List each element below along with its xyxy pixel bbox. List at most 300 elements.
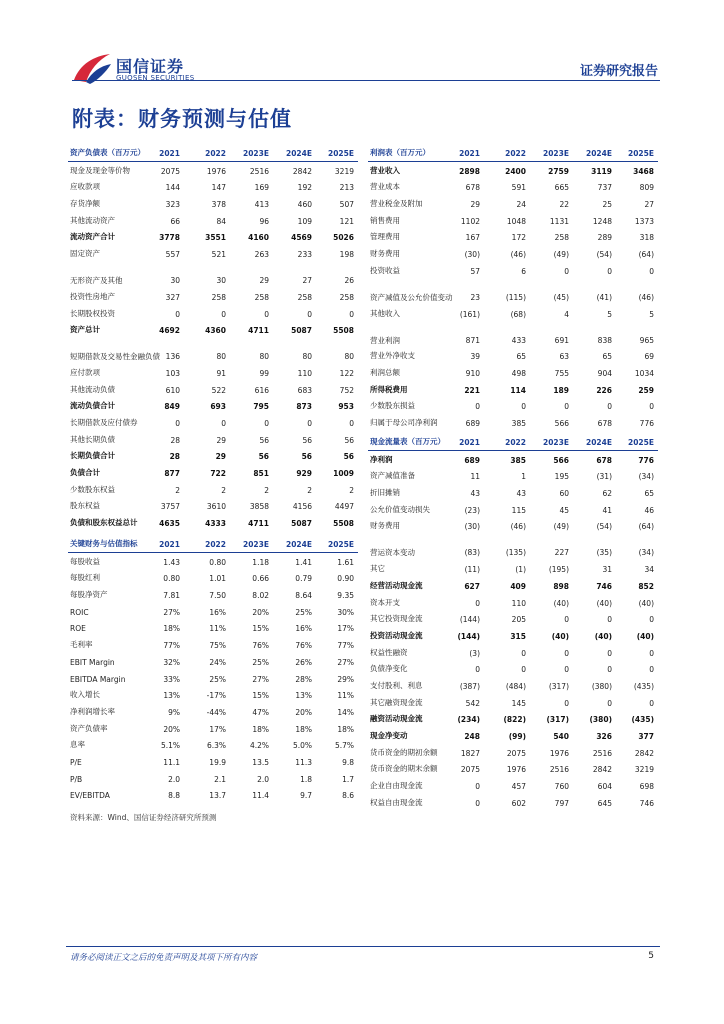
table-row bbox=[68, 737, 358, 754]
row-value: 0 bbox=[607, 266, 612, 276]
row-value: 6 bbox=[521, 266, 526, 276]
row-label: 应付款项 bbox=[70, 367, 100, 377]
row-label: 股东权益 bbox=[70, 501, 100, 511]
row-value: 75% bbox=[209, 641, 226, 651]
row-value: 66 bbox=[170, 216, 180, 226]
row-value: 2842 bbox=[292, 166, 312, 176]
row-label: 投资收益 bbox=[370, 265, 400, 275]
row-value: 5.7% bbox=[334, 741, 354, 751]
row-value: 1131 bbox=[549, 216, 569, 226]
row-value: (822) bbox=[503, 715, 526, 725]
row-value: 5026 bbox=[333, 233, 354, 243]
row-label: 折旧摊销 bbox=[370, 488, 400, 498]
row-label: 营业收入 bbox=[370, 165, 400, 175]
row-value: 99 bbox=[259, 368, 269, 378]
row-value: 797 bbox=[554, 798, 569, 808]
row-value: 0 bbox=[349, 418, 354, 428]
table-row bbox=[68, 212, 358, 229]
row-value: (144) bbox=[457, 631, 480, 641]
row-value: (3) bbox=[469, 648, 480, 658]
row-value: 45 bbox=[559, 505, 569, 515]
row-value: (68) bbox=[510, 309, 526, 319]
row-value: 5.0% bbox=[292, 741, 312, 751]
row-value: 57 bbox=[470, 266, 480, 276]
row-value: 377 bbox=[638, 732, 654, 741]
row-value: 258 bbox=[554, 233, 569, 243]
row-value: 3219 bbox=[334, 166, 354, 176]
row-value: 0 bbox=[264, 309, 269, 319]
row-label: 资产减值及公允价值变动 bbox=[370, 292, 453, 302]
table-header bbox=[368, 145, 658, 162]
key-ratios-table bbox=[68, 536, 358, 803]
row-value: 115 bbox=[511, 505, 526, 515]
row-value: 144 bbox=[165, 183, 180, 193]
row-value: 904 bbox=[597, 368, 612, 378]
table-row bbox=[368, 305, 658, 322]
row-value: 80 bbox=[344, 352, 354, 362]
row-value: 29% bbox=[337, 674, 354, 684]
row-value: 0 bbox=[564, 665, 569, 675]
row-value: 4 bbox=[564, 309, 569, 319]
year-header: 2025E bbox=[328, 149, 354, 158]
row-label: 其它投资现金流 bbox=[370, 614, 423, 624]
table-row bbox=[68, 586, 358, 603]
row-value: 11% bbox=[209, 624, 226, 634]
row-value: 46 bbox=[644, 505, 654, 515]
row-value: 4569 bbox=[291, 233, 312, 243]
row-value: 63 bbox=[559, 352, 569, 362]
row-value: 15% bbox=[252, 691, 269, 701]
table-row bbox=[368, 279, 658, 305]
row-value: 25% bbox=[295, 607, 312, 617]
row-value: 1.43 bbox=[163, 557, 180, 567]
row-value: 851 bbox=[253, 469, 269, 478]
row-value: 4711 bbox=[248, 326, 269, 336]
row-value: (484) bbox=[505, 681, 526, 691]
row-value: 28% bbox=[295, 674, 312, 684]
row-label: 融资活动现金流 bbox=[370, 714, 423, 724]
row-value: 17% bbox=[209, 724, 226, 734]
row-label: 毛利率 bbox=[70, 640, 93, 650]
row-value: (1) bbox=[515, 565, 526, 575]
row-label: 固定资产 bbox=[70, 249, 100, 259]
row-value: 145 bbox=[511, 698, 526, 708]
row-value: 27% bbox=[337, 657, 354, 667]
row-value: 9.35 bbox=[337, 591, 354, 601]
row-value: 30 bbox=[216, 276, 226, 286]
row-value: 852 bbox=[638, 581, 654, 591]
row-label: 营业税金及附加 bbox=[370, 199, 423, 209]
year-header: 2024E bbox=[286, 149, 312, 158]
row-value: 1102 bbox=[460, 216, 480, 226]
table-row bbox=[368, 195, 658, 212]
row-value: 318 bbox=[639, 233, 654, 243]
row-value: 378 bbox=[211, 200, 226, 210]
year-header: 2024E bbox=[586, 438, 612, 447]
row-label: 经营活动现金流 bbox=[370, 580, 423, 590]
row-value: 4156 bbox=[292, 502, 312, 512]
row-value: 5508 bbox=[333, 519, 354, 529]
row-value: 5087 bbox=[291, 519, 312, 529]
row-label: 权益性融资 bbox=[370, 647, 408, 657]
row-value: 0 bbox=[264, 418, 269, 428]
row-value: 1.7 bbox=[342, 774, 354, 784]
table-row bbox=[368, 484, 658, 501]
row-value: (34) bbox=[638, 472, 654, 482]
row-value: 795 bbox=[253, 402, 269, 412]
row-value: 683 bbox=[297, 385, 312, 395]
table-row bbox=[68, 770, 358, 787]
row-value: 76% bbox=[252, 641, 269, 651]
table-row bbox=[368, 744, 658, 761]
table-title: 资产负债表（百万元） bbox=[70, 148, 145, 157]
row-value: (64) bbox=[638, 522, 654, 532]
row-value: 689 bbox=[464, 455, 480, 465]
row-label: 存货净额 bbox=[70, 199, 100, 209]
row-value: (435) bbox=[633, 681, 654, 691]
row-value: 0 bbox=[307, 418, 312, 428]
row-value: 62 bbox=[602, 489, 612, 499]
row-value: 15% bbox=[252, 624, 269, 634]
row-value: 0 bbox=[475, 598, 480, 608]
row-value: 14% bbox=[337, 707, 354, 717]
row-value: 56 bbox=[259, 435, 269, 445]
row-value: 24 bbox=[516, 200, 526, 210]
year-header: 2022 bbox=[505, 438, 526, 447]
row-value: 0 bbox=[649, 615, 654, 625]
row-label: 营业外净收支 bbox=[370, 351, 415, 361]
row-value: 56 bbox=[301, 452, 312, 462]
row-value: (49) bbox=[553, 250, 569, 260]
row-value: (317) bbox=[546, 715, 569, 725]
row-value: 929 bbox=[296, 469, 312, 478]
row-label: EBIT Margin bbox=[70, 657, 115, 667]
row-value: 1.01 bbox=[209, 574, 226, 584]
row-label: P/E bbox=[70, 757, 82, 767]
year-header: 2025E bbox=[328, 540, 354, 549]
row-value: (40) bbox=[594, 631, 612, 641]
row-label: 投资活动现金流 bbox=[370, 630, 423, 640]
row-value: 2898 bbox=[459, 166, 480, 176]
row-value: 746 bbox=[596, 581, 612, 591]
table-row bbox=[68, 448, 358, 465]
row-label: 货币资金的期初余额 bbox=[370, 747, 438, 757]
table-row bbox=[68, 653, 358, 670]
row-value: 41 bbox=[602, 505, 612, 515]
row-value: 25% bbox=[209, 674, 226, 684]
row-value: 8.8 bbox=[168, 791, 180, 801]
row-value: 315 bbox=[510, 631, 526, 641]
row-value: (46) bbox=[510, 522, 526, 532]
row-value: (30) bbox=[464, 250, 480, 260]
row-value: 13.5 bbox=[252, 757, 269, 767]
row-value: 7.50 bbox=[209, 591, 226, 601]
row-value: 16% bbox=[295, 624, 312, 634]
row-value: 0 bbox=[607, 402, 612, 412]
row-value: 2516 bbox=[592, 748, 612, 758]
row-label: 企业自由现金流 bbox=[370, 781, 423, 791]
table-row bbox=[368, 694, 658, 711]
table-row bbox=[368, 414, 658, 431]
row-value: (317) bbox=[548, 681, 569, 691]
row-value: 4497 bbox=[334, 502, 354, 512]
table-row bbox=[68, 464, 358, 481]
row-value: 29 bbox=[216, 435, 226, 445]
row-value: 221 bbox=[464, 385, 480, 395]
row-value: 566 bbox=[554, 418, 569, 428]
row-value: 0 bbox=[564, 615, 569, 625]
row-value: 13% bbox=[163, 691, 180, 701]
row-value: 258 bbox=[339, 292, 354, 302]
row-value: 259 bbox=[638, 385, 654, 395]
row-value: (46) bbox=[510, 250, 526, 260]
row-value: (161) bbox=[459, 309, 480, 319]
row-value: 23 bbox=[470, 292, 480, 302]
row-value: (144) bbox=[459, 615, 480, 625]
table-row bbox=[368, 577, 658, 594]
table-row bbox=[68, 687, 358, 704]
row-value: 1.8 bbox=[300, 774, 312, 784]
row-value: (41) bbox=[596, 292, 612, 302]
row-value: 2 bbox=[175, 485, 180, 495]
table-row bbox=[368, 627, 658, 644]
row-value: 233 bbox=[297, 250, 312, 260]
row-label: 其他长期负债 bbox=[70, 434, 115, 444]
row-value: 60 bbox=[559, 489, 569, 499]
table-title: 关键财务与估值指标 bbox=[70, 539, 138, 548]
row-value: 147 bbox=[211, 183, 226, 193]
row-label: 支付股利、利息 bbox=[370, 680, 423, 690]
row-value: 16% bbox=[209, 607, 226, 617]
row-label: 现金及现金等价物 bbox=[70, 165, 130, 175]
row-value: 433 bbox=[511, 335, 526, 345]
row-value: 838 bbox=[597, 335, 612, 345]
row-label: 负债和股东权益总计 bbox=[70, 518, 138, 528]
table-row bbox=[368, 262, 658, 279]
row-value: 689 bbox=[465, 418, 480, 428]
row-value: 2075 bbox=[160, 166, 180, 176]
row-value: 910 bbox=[465, 368, 480, 378]
row-value: (380) bbox=[591, 681, 612, 691]
row-value: 591 bbox=[511, 183, 526, 193]
row-value: 5 bbox=[607, 309, 612, 319]
row-label: P/B bbox=[70, 774, 83, 784]
row-value: 5 bbox=[649, 309, 654, 319]
row-value: 172 bbox=[511, 233, 526, 243]
row-value: 28 bbox=[170, 435, 180, 445]
table-header bbox=[68, 145, 358, 162]
row-value: 8.02 bbox=[252, 591, 269, 601]
year-header: 2022 bbox=[505, 149, 526, 158]
row-value: 665 bbox=[554, 183, 569, 193]
row-value: 226 bbox=[596, 385, 612, 395]
row-value: 7.81 bbox=[163, 591, 180, 601]
table-title: 现金流量表（百万元） bbox=[370, 437, 445, 446]
row-value: 103 bbox=[165, 368, 180, 378]
row-value: 755 bbox=[554, 368, 569, 378]
row-value: 9.8 bbox=[342, 757, 354, 767]
row-value: 289 bbox=[597, 233, 612, 243]
row-label: 长期借款及应付债券 bbox=[70, 417, 138, 427]
row-value: 29 bbox=[470, 200, 480, 210]
row-label: 财务费用 bbox=[370, 521, 400, 531]
row-value: 18% bbox=[295, 724, 312, 734]
row-label: 净利润 bbox=[370, 454, 393, 464]
row-value: 32% bbox=[163, 657, 180, 667]
year-header: 2025E bbox=[628, 438, 654, 447]
row-label: 资产减值准备 bbox=[370, 471, 415, 481]
row-value: (435) bbox=[631, 715, 654, 725]
row-value: 0 bbox=[521, 665, 526, 675]
year-header: 2024E bbox=[586, 149, 612, 158]
row-value: 29 bbox=[259, 276, 269, 286]
row-value: 1.41 bbox=[295, 557, 312, 567]
row-label: 流动资产合计 bbox=[70, 232, 115, 242]
row-value: 323 bbox=[165, 200, 180, 210]
row-value: 385 bbox=[510, 455, 526, 465]
table-row bbox=[368, 794, 658, 811]
row-label: EBITDA Margin bbox=[70, 674, 126, 684]
table-row bbox=[368, 727, 658, 744]
row-value: 627 bbox=[464, 581, 480, 591]
row-value: 678 bbox=[596, 455, 612, 465]
row-value: 192 bbox=[297, 183, 312, 193]
row-value: 3551 bbox=[205, 233, 226, 243]
row-value: 1976 bbox=[206, 166, 226, 176]
row-value: 25% bbox=[252, 657, 269, 667]
table-row bbox=[368, 451, 658, 468]
row-value: 213 bbox=[339, 183, 354, 193]
row-value: 19.9 bbox=[209, 757, 226, 767]
row-value: 4711 bbox=[248, 519, 269, 529]
row-value: 31 bbox=[602, 565, 612, 575]
row-value: 263 bbox=[254, 250, 269, 260]
row-value: 27 bbox=[644, 200, 654, 210]
row-value: 4692 bbox=[159, 326, 180, 336]
row-value: 56 bbox=[302, 435, 312, 445]
row-value: -17% bbox=[206, 691, 226, 701]
row-value: 198 bbox=[339, 250, 354, 260]
table-row bbox=[68, 414, 358, 431]
row-value: 80 bbox=[259, 352, 269, 362]
row-value: 9% bbox=[168, 707, 180, 717]
row-value: 752 bbox=[339, 385, 354, 395]
row-value: 0 bbox=[475, 402, 480, 412]
table-row bbox=[368, 322, 658, 348]
row-label: 息率 bbox=[70, 740, 85, 750]
row-value: 20% bbox=[252, 607, 269, 617]
table-row bbox=[68, 720, 358, 737]
row-value: 0 bbox=[649, 665, 654, 675]
row-value: 5508 bbox=[333, 326, 354, 336]
row-value: 26% bbox=[295, 657, 312, 667]
row-value: (40) bbox=[553, 598, 569, 608]
row-label: 短期借款及交易性金融负债 bbox=[70, 352, 160, 362]
row-label: 营业成本 bbox=[370, 182, 400, 192]
row-value: (45) bbox=[553, 292, 569, 302]
row-value: 65 bbox=[516, 352, 526, 362]
row-value: 4360 bbox=[205, 326, 226, 336]
row-value: 136 bbox=[165, 352, 180, 362]
row-value: 678 bbox=[465, 183, 480, 193]
row-value: 0.79 bbox=[295, 574, 312, 584]
row-value: 5087 bbox=[291, 326, 312, 336]
row-value: 258 bbox=[254, 292, 269, 302]
table-row bbox=[68, 787, 358, 804]
row-label: 少数股东损益 bbox=[370, 401, 415, 411]
year-header: 2021 bbox=[459, 438, 480, 447]
row-value: 849 bbox=[164, 402, 180, 412]
row-value: 602 bbox=[511, 798, 526, 808]
row-value: 2.0 bbox=[168, 774, 180, 784]
row-label: 投资性房地产 bbox=[70, 291, 115, 301]
row-value: 27% bbox=[252, 674, 269, 684]
row-value: 409 bbox=[510, 581, 526, 591]
year-header: 2024E bbox=[286, 540, 312, 549]
row-value: 11.3 bbox=[295, 757, 312, 767]
row-value: 0 bbox=[221, 418, 226, 428]
row-label: 营运资本变动 bbox=[370, 548, 415, 558]
row-value: 760 bbox=[554, 782, 569, 792]
row-value: 1827 bbox=[460, 748, 480, 758]
table-row bbox=[368, 677, 658, 694]
row-value: (54) bbox=[596, 250, 612, 260]
balance-sheet-table bbox=[68, 145, 358, 531]
table-row bbox=[68, 288, 358, 305]
row-value: 110 bbox=[297, 368, 312, 378]
row-value: (195) bbox=[548, 565, 569, 575]
table-row bbox=[368, 711, 658, 728]
row-label: 归属于母公司净利润 bbox=[370, 417, 438, 427]
row-value: 0 bbox=[475, 798, 480, 808]
table-row bbox=[68, 753, 358, 770]
row-label: 公允价值变动损失 bbox=[370, 504, 430, 514]
table-row bbox=[368, 611, 658, 628]
row-value: 2075 bbox=[460, 765, 480, 775]
row-value: 2842 bbox=[634, 748, 654, 758]
row-value: (83) bbox=[464, 548, 480, 558]
row-value: 540 bbox=[553, 732, 569, 741]
row-label: 资产负债率 bbox=[70, 723, 108, 733]
row-value: 1048 bbox=[506, 216, 526, 226]
row-label: 每股红利 bbox=[70, 573, 100, 583]
row-value: 0 bbox=[221, 309, 226, 319]
year-header: 2022 bbox=[205, 149, 226, 158]
table-row bbox=[368, 468, 658, 485]
row-value: 56 bbox=[344, 435, 354, 445]
row-value: 0 bbox=[649, 698, 654, 708]
table-row bbox=[68, 338, 358, 364]
table-row bbox=[68, 620, 358, 637]
table-row bbox=[68, 498, 358, 515]
row-label: 其它 bbox=[370, 564, 385, 574]
row-value: 258 bbox=[297, 292, 312, 302]
row-value: 9.7 bbox=[300, 791, 312, 801]
report-type-label: 证券研究报告 bbox=[579, 64, 658, 79]
row-value: 2 bbox=[349, 485, 354, 495]
page-header bbox=[0, 0, 724, 90]
row-value: 24% bbox=[209, 657, 226, 667]
row-value: 65 bbox=[602, 352, 612, 362]
row-value: 114 bbox=[510, 385, 526, 395]
row-value: 0 bbox=[607, 615, 612, 625]
row-value: 258 bbox=[211, 292, 226, 302]
year-header: 2023E bbox=[243, 540, 269, 549]
row-value: 2 bbox=[264, 485, 269, 495]
page-title: 附表：财务预测与估值 bbox=[72, 107, 292, 131]
row-value: (115) bbox=[505, 292, 526, 302]
row-value: (34) bbox=[638, 548, 654, 558]
